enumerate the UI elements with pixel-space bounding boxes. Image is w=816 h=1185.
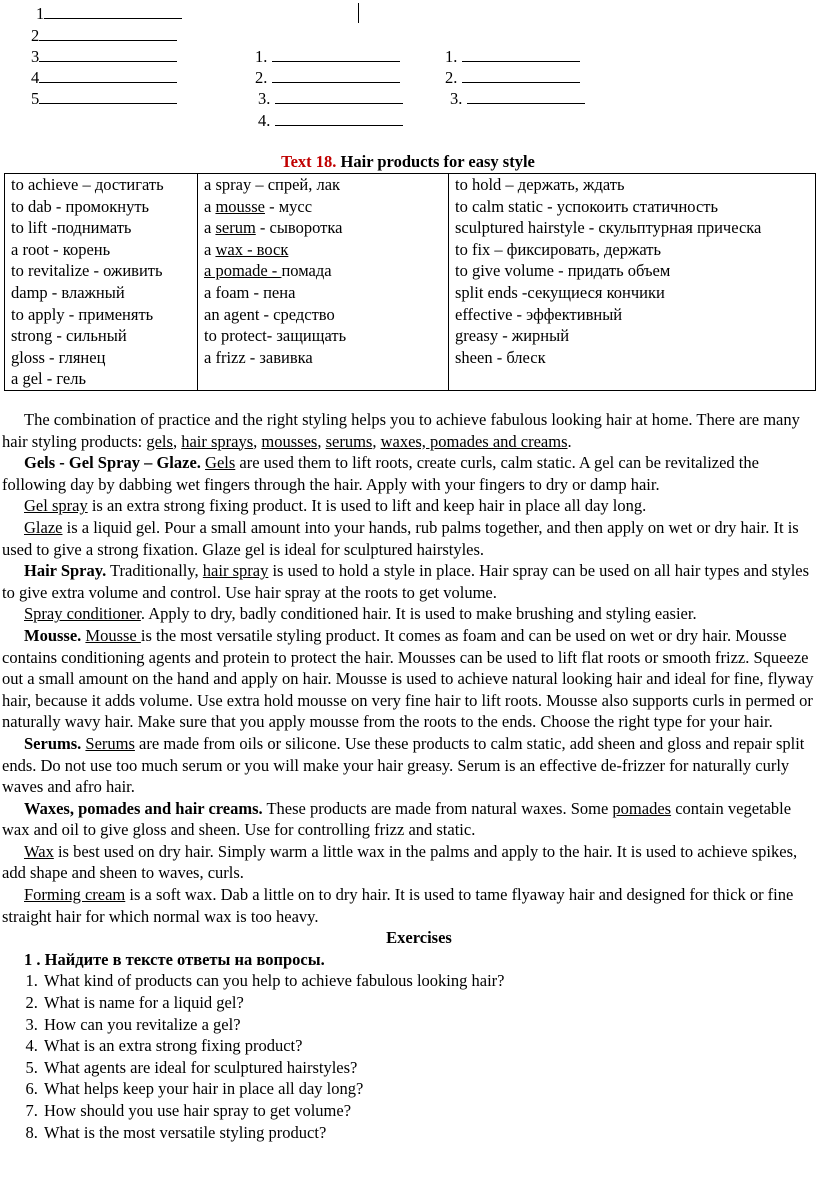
blank-row [450,88,585,110]
answer-line[interactable] [39,89,177,104]
question-list [2,970,814,1143]
blank-number: 3 [31,47,40,66]
text-cursor [358,3,359,23]
answer-line[interactable] [275,89,403,104]
blank-row [255,67,400,89]
blank-number: 4 [31,68,40,87]
vocabulary-table [4,173,816,391]
vocab-item: strong - сильный [11,326,127,346]
vocab-item: to fix – фиксировать, держать [455,239,662,259]
blank-row [258,110,403,132]
blank-row [31,88,177,110]
exercise-task: 1 . Найдите в тексте ответы на вопросы. [24,949,325,969]
question-item: 5. What agents are ideal for sculptured hairstyles? [42,1057,814,1079]
vocab-item: to give volume - придать объем [455,261,671,281]
vocab-column-2 [198,174,449,391]
vocab-item: to apply - применять [11,304,154,324]
vocab-item: gloss - глянец [11,347,106,367]
vocab-item: an agent - средство [204,304,335,324]
vocab-item: to achieve – достигать [11,175,164,194]
vocab-item: to lift -поднимать [11,218,132,238]
vocab-item: a wax - воск [204,239,289,259]
blank-number: 2 [31,26,40,45]
vocab-item: effective - эффективный [455,304,623,324]
blank-number: 3. [258,89,271,108]
answer-line[interactable] [39,47,177,62]
answer-line[interactable] [39,68,177,83]
paragraph: Serums. Serums are made from oils or silicone. Use these products to calm static, add sheen and gloss and repair split ends. Do not use too much serum or you will make your hair greasy. Serum is an effective de-frizzer for naturally curly waves and afro hair. [2,733,805,797]
blank-number: 1. [255,47,268,66]
paragraph: Mousse. Mousse is the most versatile styling product. It comes as foam and can be used on wet or dry hair. Mousse contains conditioning agents and protein to protect the hair. Mousses can be used to lift flat roots or smooth frizz. Squeeze out a small amount on the hand and apply on hair. Mousse is used to achieve natural looking hair and ideal for fine, flyway hair, because it adds volume. Use extra hold mousse on very fine hair to lift roots. Mousse also supports curls in permed or naturally wavy hair. Make sure that you apply mousse from the roots to the ends. Choose the right type for your hair. [2,625,814,732]
vocab-item: to dab - промокнуть [11,196,150,216]
vocab-item: sheen - блеск [455,347,546,367]
blank-row [31,67,177,89]
question-item: 4. What is an extra strong fixing product? [42,1035,814,1057]
vocab-item: greasy - жирный [455,326,570,346]
answer-line[interactable] [462,47,580,62]
question-item: 2. What is name for a liquid gel? [42,992,814,1014]
blank-number: 1 [36,4,45,23]
vocab-item: to revitalize - оживить [11,261,163,281]
vocab-item: a root - корень [11,239,111,259]
vocab-item: a foam - пена [204,282,296,302]
paragraph: Gel spray is an extra strong fixing product. It is used to lift and keep hair in place all day long. [24,496,647,516]
article-body [2,409,814,1143]
text-title [0,151,816,173]
paragraph: The combination of practice and the right styling helps you to achieve fabulous looking hair at home. There are many hair styling products: gels, hair sprays, mousses, serums, waxes, pomades and creams. [2,410,800,451]
vocab-column-3 [449,174,816,391]
text-number: Text 18. [281,152,337,171]
vocab-item: sculptured hairstyle - скульптурная прическа [455,218,762,238]
paragraph: Spray conditioner. Apply to dry, badly conditioned hair. It is used to make brushing and styling easier. [24,604,697,624]
paragraph: Forming cream is a soft wax. Dab a little on to dry hair. It is used to tame flyaway hair and designed for thick or fine straight hair for which normal wax is too heavy. [2,885,794,926]
blank-number: 1. [445,47,458,66]
answer-line[interactable] [272,47,400,62]
paragraph: Gels - Gel Spray – Glaze. Gels are used them to lift roots, create curls, calm static. A gel can be revitalized the following day by dabbing wet fingers through the hair. Apply with your fingers to dry or damp hair. [2,453,759,494]
blank-number: 5 [31,89,40,108]
blank-row [31,46,177,68]
question-item: 1. What kind of products can you help to achieve fabulous looking hair? [42,970,814,992]
blank-row [258,88,403,110]
text-heading: Hair products for easy style [336,152,535,171]
blank-row [31,25,177,47]
answer-line[interactable] [462,68,580,83]
answer-blanks [0,0,816,140]
answer-line[interactable] [272,68,400,83]
answer-line[interactable] [44,4,182,19]
question-item: 3. How can you revitalize a gel? [42,1014,814,1036]
exercises-heading: Exercises [386,928,452,948]
vocab-item: a mousse - мусс [204,196,313,216]
paragraph: Hair Spray. Traditionally, hair spray is used to hold a style in place. Hair spray can be used on all hair types and styles to give extra volume and control. Use hair spray at the roots to get volume. [2,561,810,602]
vocab-item: a spray – спрей, лак [204,175,341,194]
blank-row [36,3,182,25]
answer-line[interactable] [275,111,403,126]
answer-line[interactable] [39,26,177,41]
blank-row [445,67,580,89]
paragraph: Wax is best used on dry hair. Simply warm a little wax in the palms and apply to the hair. It is used to achieve spikes, add shape and sheen to waves, curls. [2,841,798,883]
paragraph: Waxes, pomades and hair creams. These products are made from natural waxes. Some pomades contain vegetable wax and oil to give gloss and sheen. Use for controlling frizz and static. [2,798,792,840]
blank-number: 2. [255,68,268,87]
vocab-item: to protect- защищать [204,326,347,346]
blank-number: 2. [445,68,458,87]
blank-row [445,46,580,68]
question-item: 8. What is the most versatile styling product? [42,1122,814,1144]
vocab-item: a pomade - помада [204,261,332,281]
question-item: 6. What helps keep your hair in place all day long? [42,1078,814,1100]
vocab-item: damp - влажный [11,282,125,302]
vocab-item: a serum - сыворотка [204,218,343,238]
blank-number: 3. [450,89,463,108]
vocab-item: to calm static - успокоить статичность [455,196,719,216]
paragraph: Glaze is a liquid gel. Pour a small amount into your hands, rub palms together, and then apply on wet or dry hair. It is used to give a strong fixation. Glaze gel is ideal for sculptured hairstyles. [2,517,799,559]
blank-row [255,46,400,68]
vocab-item: a gel - гель [11,369,86,389]
vocab-item: a frizz - завивка [204,347,313,367]
question-item: 7. How should you use hair spray to get volume? [42,1100,814,1122]
vocab-column-1 [5,174,198,391]
vocab-item: to hold – держать, ждать [455,175,625,194]
answer-line[interactable] [467,89,585,104]
vocab-item: split ends -секущиеся кончики [455,282,665,302]
blank-number: 4. [258,111,271,130]
